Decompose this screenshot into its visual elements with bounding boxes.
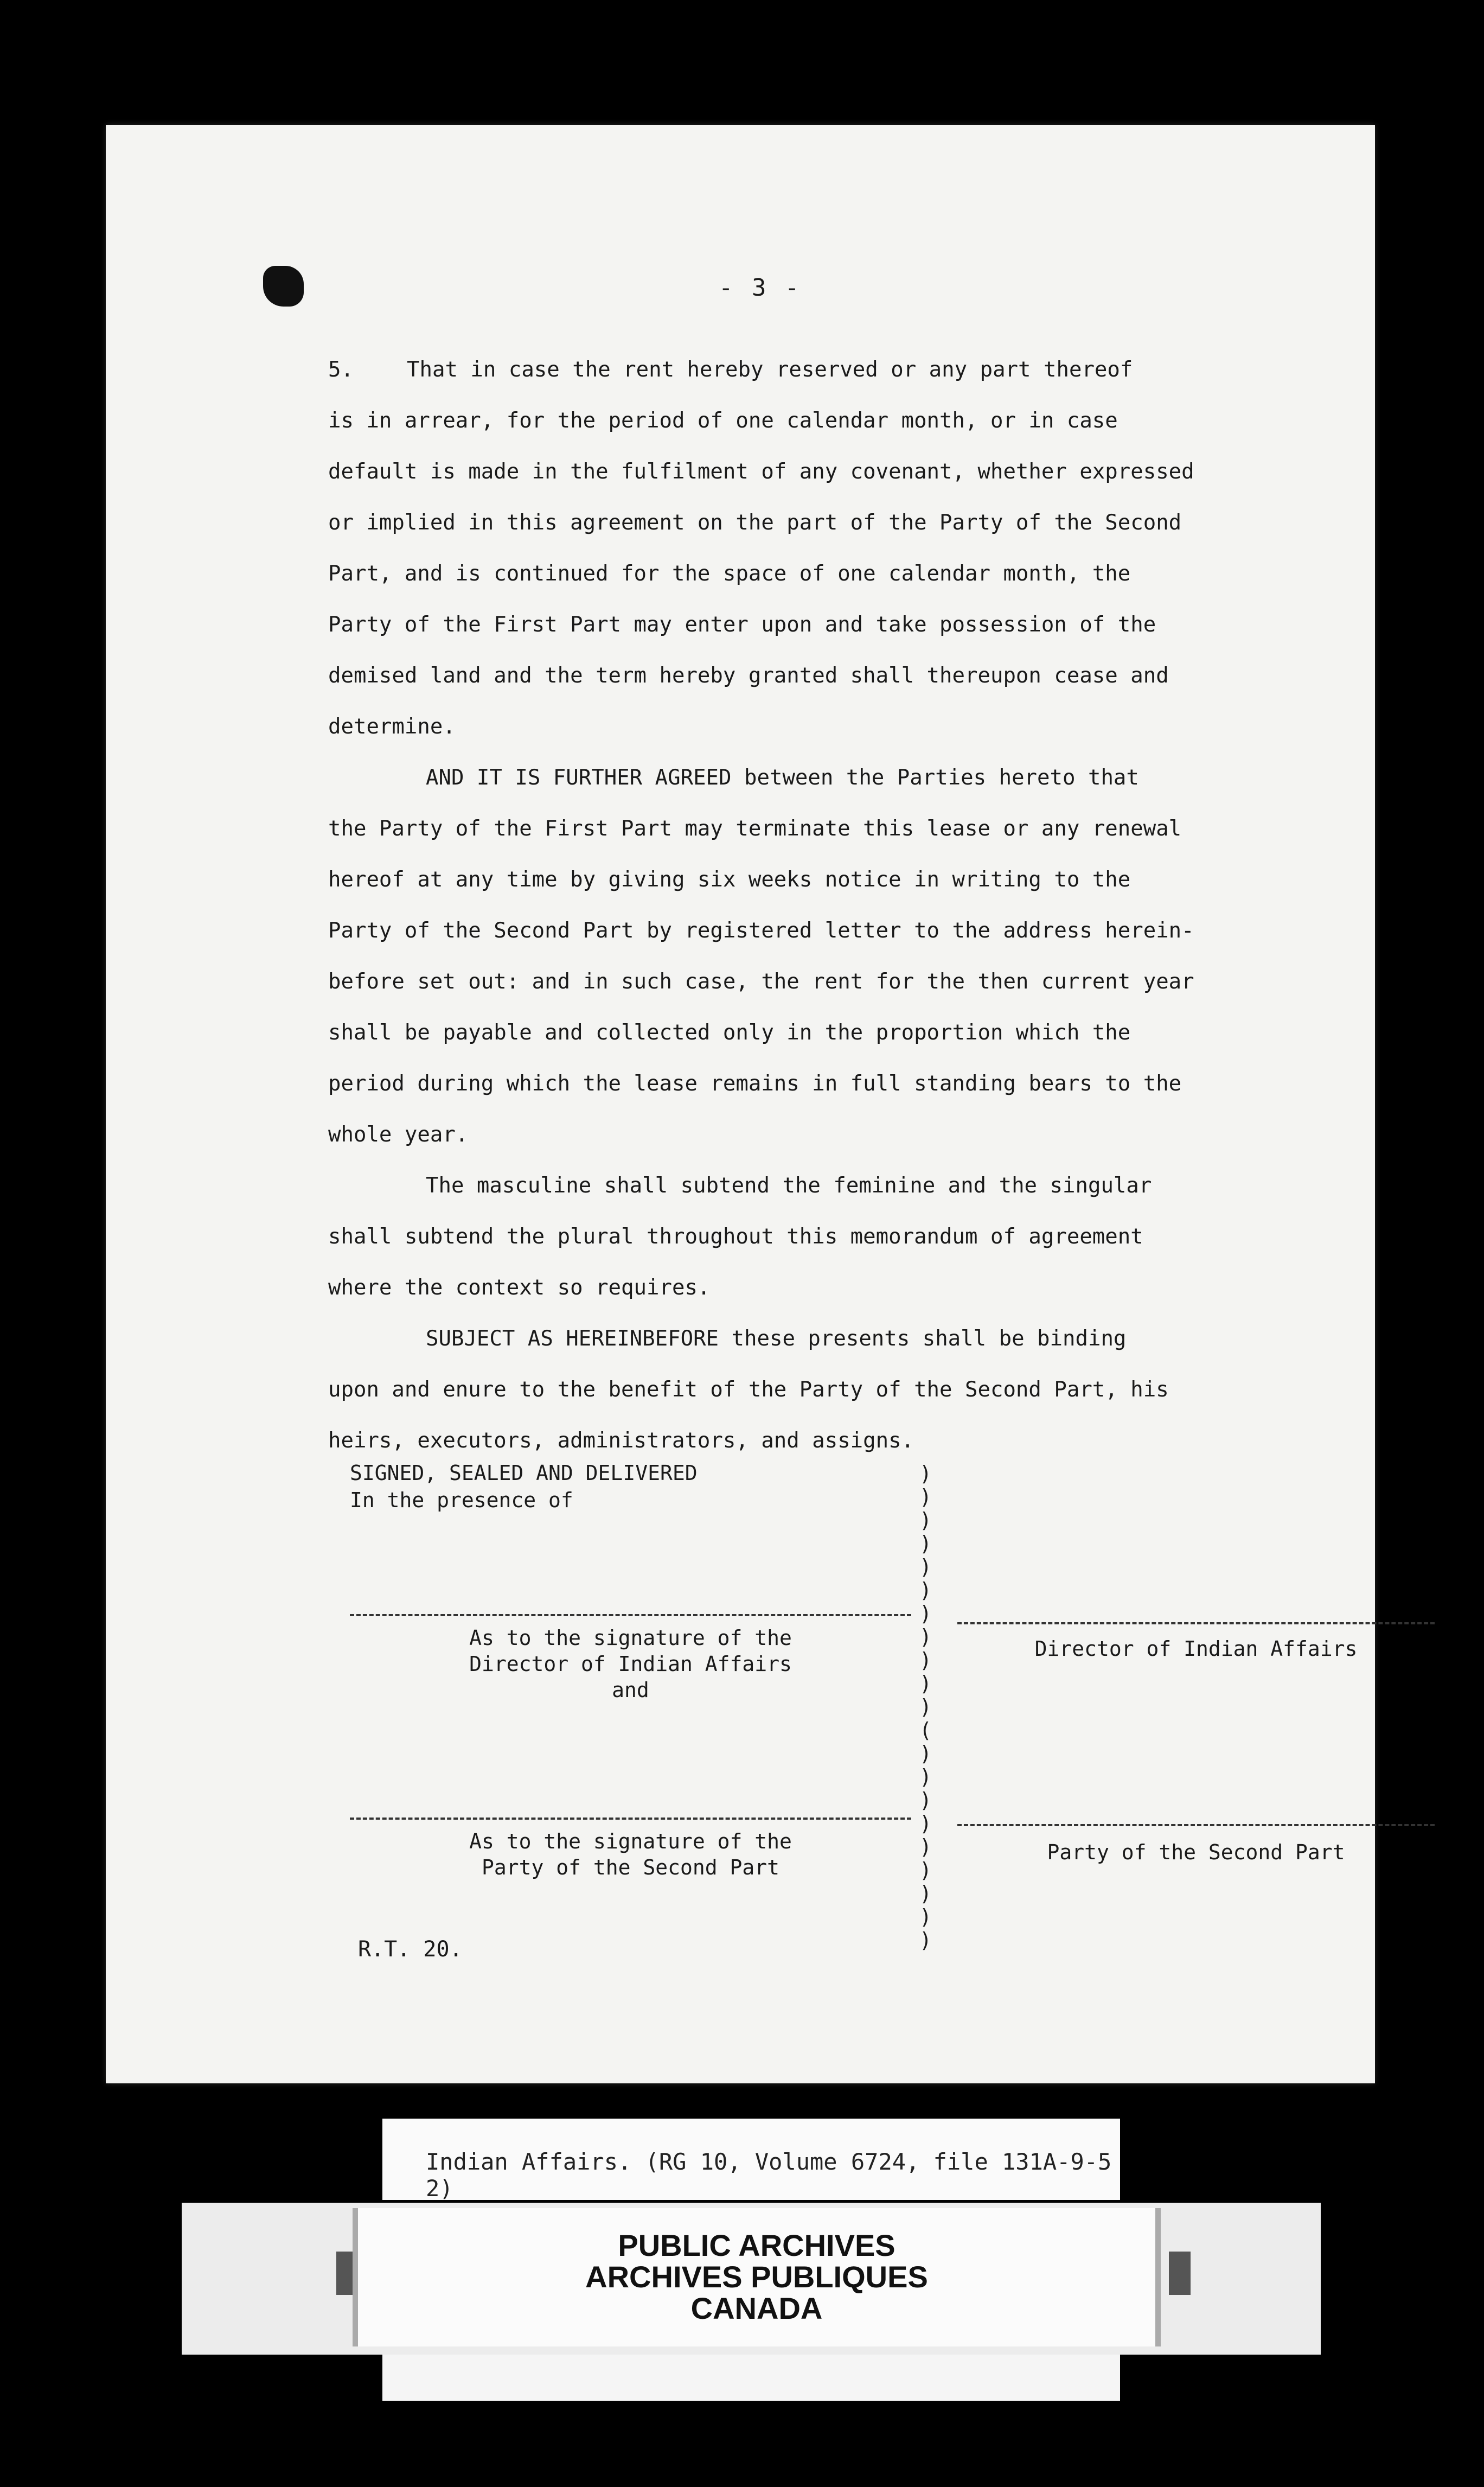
clause-number: 5. (328, 358, 354, 382)
paragraph-masculine (328, 1160, 1342, 1313)
signer-1-label: Director of Indian Affairs (1034, 1637, 1358, 1661)
clip-right-icon (1169, 2252, 1191, 2295)
paragraph-subject (328, 1313, 1342, 1466)
witness-2-line (350, 1818, 911, 1820)
signer-2-line (957, 1824, 1435, 1826)
signer-1-line (957, 1622, 1435, 1624)
punch-hole-mark (263, 266, 304, 307)
form-code: R.T. 20. (358, 1937, 463, 1962)
archive-label-bottom-strip (382, 2355, 1120, 2401)
stamp-line-1: PUBLIC ARCHIVES (618, 2228, 895, 2262)
archive-stamp (353, 2208, 1161, 2346)
stamp-line-2: ARCHIVES PUBLIQUES (585, 2260, 928, 2294)
signer-2-label: Party of the Second Part (1047, 1840, 1345, 1864)
signature-block (350, 1459, 1435, 1991)
archive-reference-label (382, 2119, 1120, 2200)
archive-reference: Indian Affairs. (RG 10, Volume 6724, file 131A-9-5 2) (426, 2148, 1112, 2202)
archive-stamp-text (358, 2230, 1155, 2324)
clause-text: That in case the rent hereby reserved or any part thereof is in arrear, for the period of one calendar month, or in case default is made in the fulfilment of any covenant, whether expressed or implied in this agreement on the part of the Party of the Second Part, and is continued for the space of one calendar month, the Party of the First Part may enter upon and take possession of the demised land and the term hereby granted shall thereupon cease and determine. (328, 358, 1194, 739)
paragraph-5 (328, 345, 1342, 753)
document-body (328, 345, 1342, 1466)
witness-1-line (350, 1614, 911, 1616)
clause-text: The masculine shall subtend the feminine and the singular shall subtend the plural throughout this memorandum of agreement where the context so requires. (328, 1174, 1152, 1300)
witness-2-label: As to the signature of the Party of the Second Part (469, 1829, 792, 1879)
clause-text: SUBJECT AS HEREINBEFORE these presents shall be binding upon and enure to the benefit of the Party of the Second Part, his heirs, executors, administrators, and assigns. (328, 1327, 1169, 1453)
signed-sealed-label: SIGNED, SEALED AND DELIVERED In the presence of (350, 1461, 698, 1512)
stamp-line-3: CANADA (690, 2291, 823, 2325)
document-page (106, 125, 1375, 2083)
bracket-column: ) ) ) ) ) ) ) ) ) ) ) ( ) ) ) ) ) ) ) ) ) (919, 1462, 932, 1952)
page-number: - 3 - (719, 274, 802, 302)
witness-1-label: As to the signature of the Director of Indian Affairs and (469, 1626, 792, 1702)
paragraph-further-agreed (328, 753, 1342, 1160)
clause-text: AND IT IS FURTHER AGREED between the Parties hereto that the Party of the First Part may terminate this lease or any renewal hereof at any time by giving six weeks notice in writing to the Party of the Second Part by registered letter to the address herein- before set out: and in such case, the rent for the then current year shall be payable and collected only in the proportion which the period during which the lease remains in full standing bears to the whole year. (328, 766, 1194, 1147)
